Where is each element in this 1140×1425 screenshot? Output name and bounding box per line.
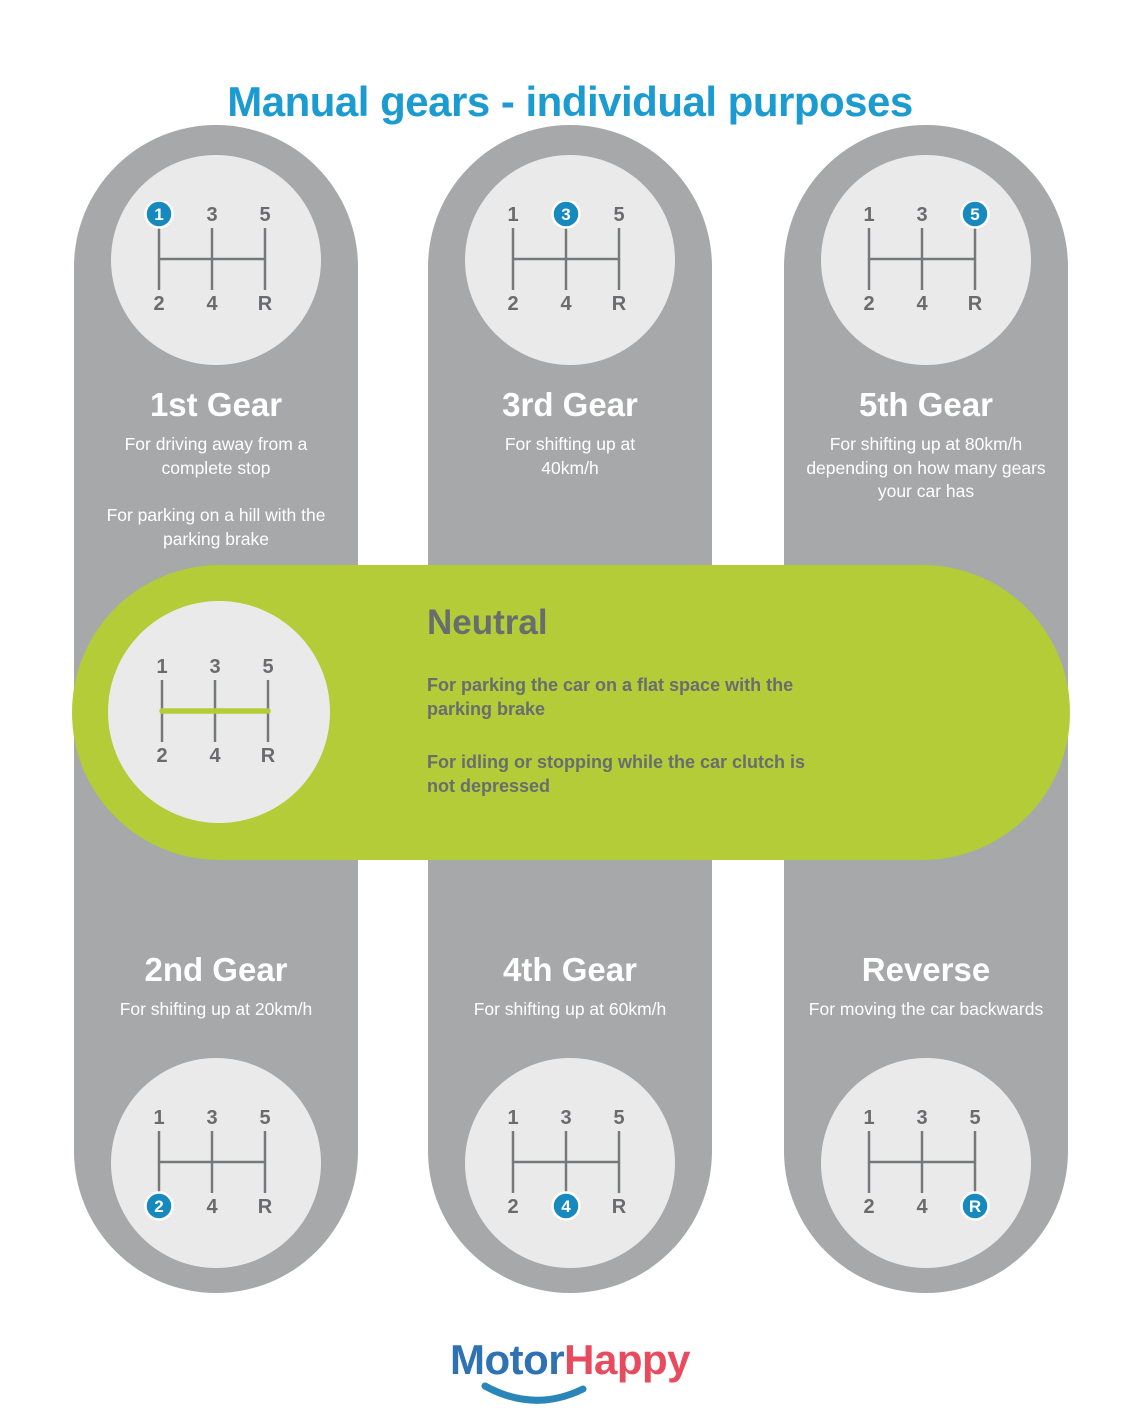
- desc-line: For moving the car backwards: [808, 999, 1044, 1019]
- gear-panel-title: Reverse: [861, 951, 991, 988]
- gear-panel-title: 4th Gear: [503, 951, 637, 988]
- svg-text:4: 4: [206, 1196, 218, 1218]
- svg-text:5: 5: [259, 1107, 271, 1129]
- page-title: Manual gears - individual purposes: [227, 78, 913, 126]
- gear-panel-desc: [495, 433, 645, 480]
- svg-text:2: 2: [863, 293, 875, 315]
- svg-text:R: R: [611, 293, 627, 315]
- desc-line: For parking the car on a flat space with the parking brake: [427, 675, 794, 720]
- svg-text:R: R: [257, 293, 273, 315]
- gear-panel-4th: [428, 953, 712, 1046]
- neutral-desc: [427, 673, 817, 826]
- gear-panel-3rd: [428, 388, 712, 504]
- desc-line: For idling or stopping while the car clutch is not depressed: [427, 751, 806, 796]
- svg-text:2: 2: [154, 1197, 164, 1216]
- svg-text:2: 2: [156, 745, 168, 767]
- gear-shift-diagram-5th: [847, 201, 1005, 319]
- logo-happy-text: Happy: [564, 1336, 690, 1383]
- gear-panel-5th: [784, 388, 1068, 528]
- gear-disc-3rd: [465, 155, 675, 365]
- gear-disc-2nd: [111, 1058, 321, 1268]
- svg-text:R: R: [967, 293, 983, 315]
- desc-line: For driving away from a complete stop: [124, 434, 308, 478]
- desc-line: For shifting up at 20km/h: [119, 999, 313, 1019]
- gear-panel-title: 5th Gear: [859, 386, 993, 423]
- smile-icon: [480, 1381, 588, 1411]
- svg-text:R: R: [257, 1196, 273, 1218]
- svg-text:4: 4: [916, 293, 928, 315]
- svg-text:2: 2: [153, 293, 165, 315]
- gear-shift-diagram-2nd: [137, 1104, 295, 1222]
- svg-text:2: 2: [507, 293, 519, 315]
- svg-text:1: 1: [156, 656, 168, 678]
- svg-text:1: 1: [507, 204, 519, 226]
- desc-line: For shifting up at 60km/h: [473, 999, 667, 1019]
- svg-text:4: 4: [560, 293, 572, 315]
- gear-panel-title: 1st Gear: [149, 386, 283, 423]
- svg-text:4: 4: [206, 293, 218, 315]
- gear-panel-reverse: [784, 953, 1068, 1046]
- gear-shift-diagram-3rd: [491, 201, 649, 319]
- svg-text:5: 5: [262, 656, 274, 678]
- neutral-band: [72, 565, 1070, 860]
- svg-text:4: 4: [561, 1197, 571, 1216]
- svg-text:1: 1: [154, 205, 164, 224]
- gear-disc-reverse: [821, 1058, 1031, 1268]
- gear-panel-desc: [100, 998, 332, 1022]
- svg-text:4: 4: [916, 1196, 928, 1218]
- svg-text:3: 3: [209, 656, 221, 678]
- gear-panel-desc: [454, 998, 686, 1022]
- desc-line: For shifting up at 80km/h depending on how many gears your car has: [806, 434, 1046, 502]
- svg-text:3: 3: [561, 205, 571, 224]
- svg-text:1: 1: [863, 1107, 875, 1129]
- gear-disc-1st: [111, 155, 321, 365]
- svg-text:4: 4: [209, 745, 221, 767]
- svg-text:R: R: [260, 745, 276, 767]
- desc-line: For parking on a hill with the parking brake: [106, 505, 326, 549]
- gear-panel-2nd: [74, 953, 358, 1046]
- svg-text:3: 3: [206, 204, 218, 226]
- gear-panel-title: 3rd Gear: [502, 386, 638, 423]
- svg-text:1: 1: [863, 204, 875, 226]
- svg-text:2: 2: [507, 1196, 519, 1218]
- gear-disc-4th: [465, 1058, 675, 1268]
- svg-text:R: R: [611, 1196, 627, 1218]
- svg-text:5: 5: [969, 1107, 981, 1129]
- gear-panel-desc: [801, 998, 1051, 1022]
- svg-text:5: 5: [259, 204, 271, 226]
- gear-panel-title: 2nd Gear: [144, 951, 288, 988]
- desc-line: For shifting up at 40km/h: [504, 434, 636, 478]
- svg-text:1: 1: [507, 1107, 519, 1129]
- neutral-title: Neutral: [427, 603, 548, 642]
- svg-text:3: 3: [916, 204, 928, 226]
- svg-text:5: 5: [613, 1107, 625, 1129]
- gear-panel-desc: [100, 433, 332, 552]
- logo-motor-text: Motor: [450, 1336, 565, 1383]
- svg-text:3: 3: [916, 1107, 928, 1129]
- svg-text:3: 3: [560, 1107, 572, 1129]
- svg-text:5: 5: [613, 204, 625, 226]
- svg-text:5: 5: [970, 205, 980, 224]
- motorhappy-logo: [450, 1336, 690, 1384]
- gear-shift-diagram-neutral: [140, 653, 298, 771]
- gear-shift-diagram-1st: [137, 201, 295, 319]
- svg-text:R: R: [968, 1197, 982, 1216]
- gear-panel-1st: [74, 388, 358, 576]
- gear-disc-5th: [821, 155, 1031, 365]
- gear-shift-diagram-4th: [491, 1104, 649, 1222]
- gear-shift-diagram-reverse: [847, 1104, 1005, 1222]
- gear-panel-desc: [801, 433, 1051, 504]
- svg-text:1: 1: [153, 1107, 165, 1129]
- svg-text:3: 3: [206, 1107, 218, 1129]
- gear-disc-neutral: [108, 601, 330, 823]
- svg-text:2: 2: [863, 1196, 875, 1218]
